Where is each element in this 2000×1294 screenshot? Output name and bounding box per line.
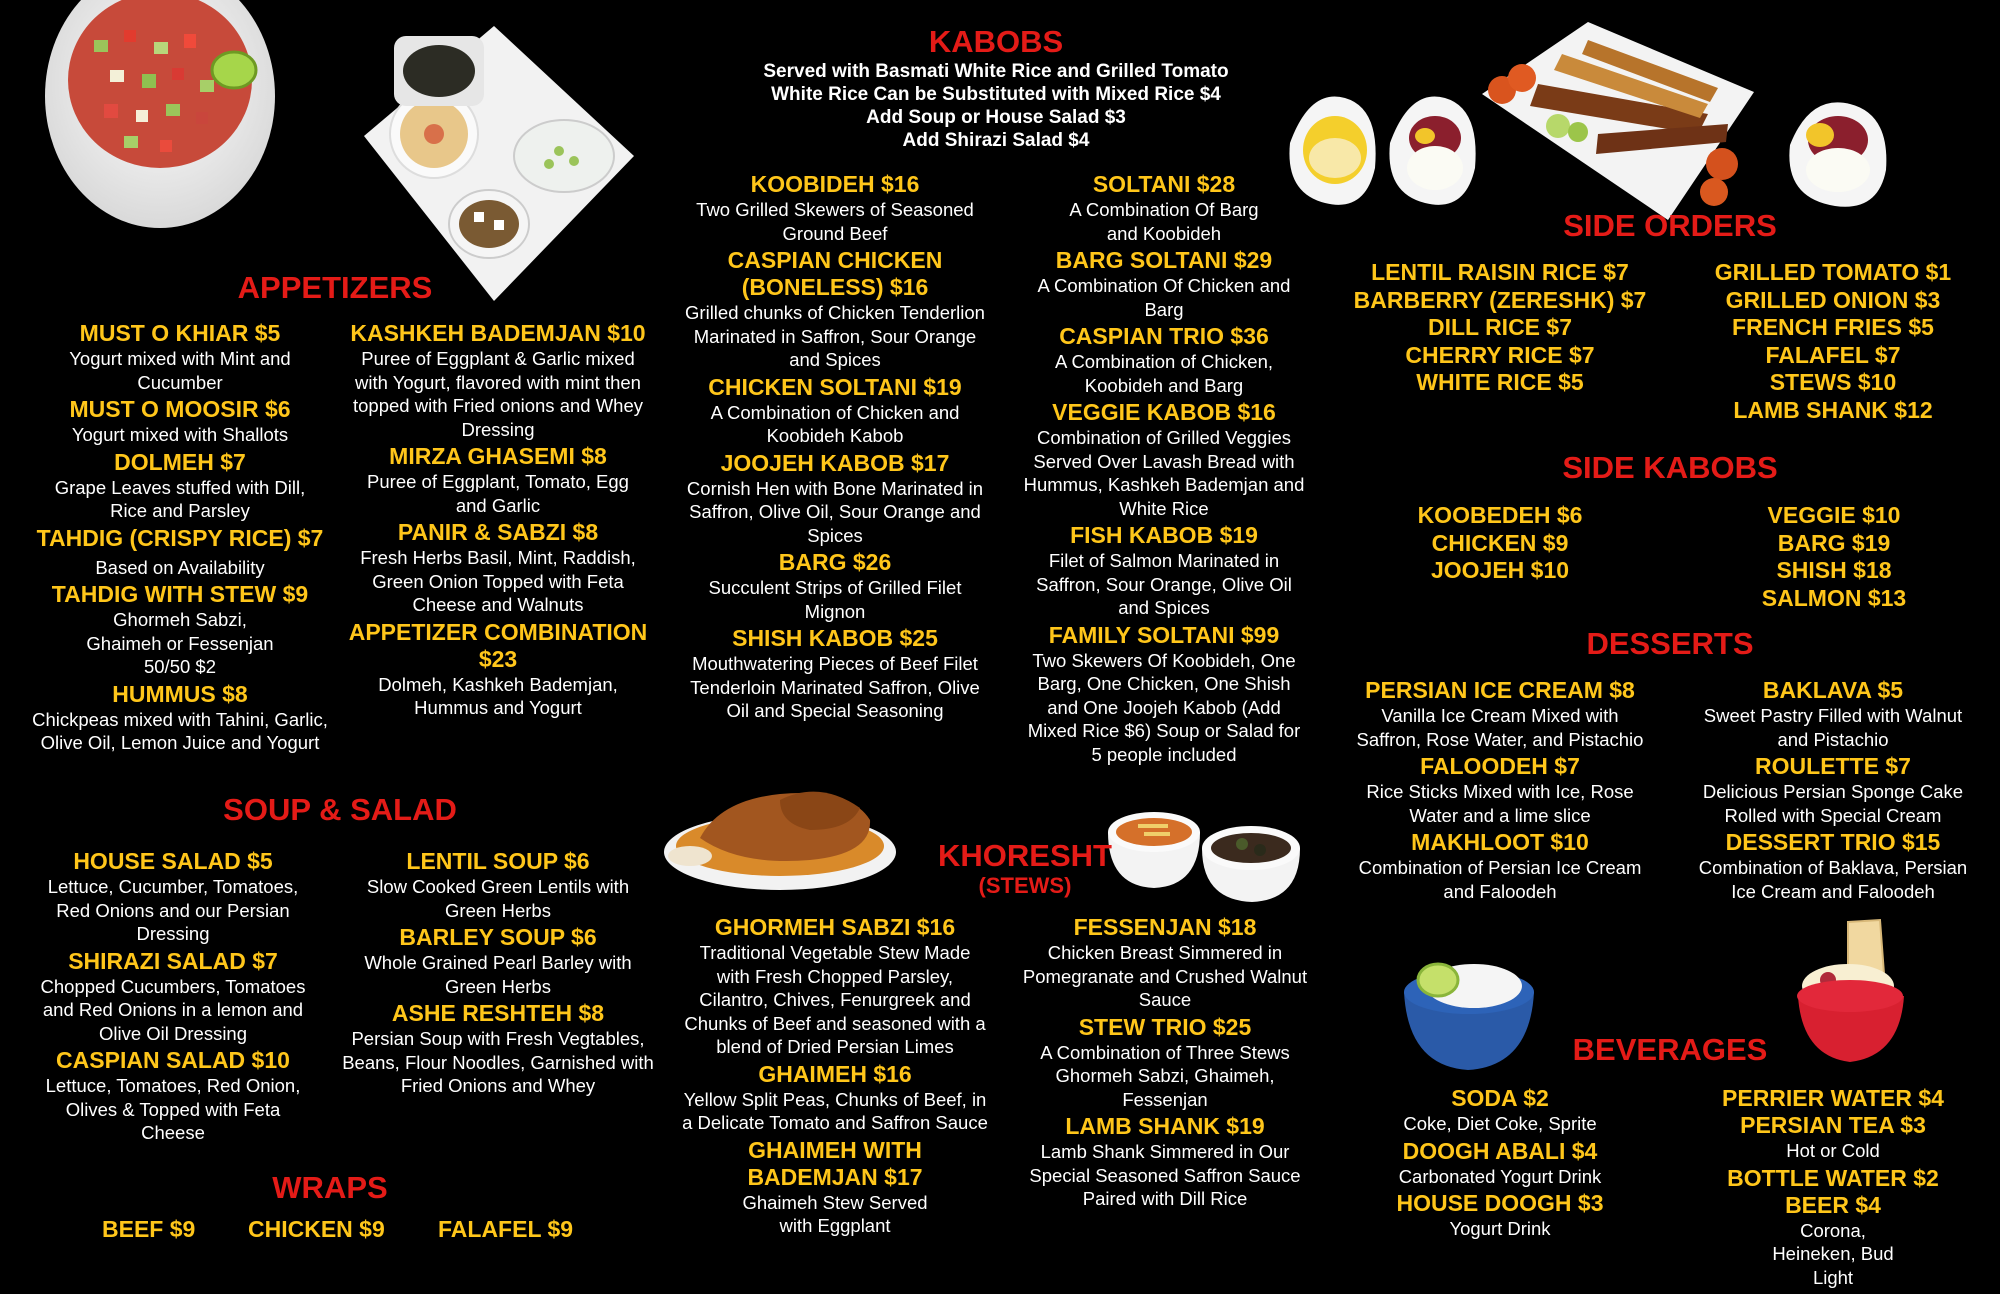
item-name: ROULETTE $7 — [1755, 753, 1911, 779]
kabobs-intro-2: White Rice Can be Substituted with Mixed Rice $4 — [771, 84, 1221, 105]
item-name: PERRIER WATER $4 — [1722, 1085, 1944, 1111]
item-name: DOOGH ABALI $4 — [1402, 1137, 1598, 1164]
side-order-item: BARBERRY (ZERESHK) $7 — [1353, 286, 1647, 313]
menu-item — [682, 450, 988, 548]
item-description: Lettuce, Cucumber, Tomatoes, Red Onions and our Persian Dressing — [47, 876, 299, 944]
side-kabobs-heading: SIDE KABOBS — [1562, 450, 1778, 485]
side-order-item: WHITE RICE $5 — [1416, 369, 1584, 395]
rice-bowls-photo — [1280, 78, 1490, 220]
shirazi-salad-photo — [44, 0, 276, 232]
menu-item — [28, 1047, 318, 1145]
item-name: DOLMEH $7 — [114, 448, 246, 475]
menu-item — [1690, 753, 1976, 827]
item-description: Whole Grained Pearl Barley with Green Herbs — [364, 952, 632, 997]
item-name: FESSENJAN $18 — [1073, 914, 1257, 940]
faloodeh-photo — [1398, 946, 1540, 1074]
wrap-item-beef: BEEF $9 — [102, 1216, 196, 1242]
side-orders-right-column — [1690, 259, 1976, 424]
side-order-item: STEWS $10 — [1769, 369, 1897, 395]
item-name: STEW TRIO $25 — [1078, 1013, 1252, 1040]
item-name: PERSIAN TEA $3 — [1740, 1112, 1926, 1138]
item-description: Chopped Cucumbers, Tomatoes and Red Onions in a lemon and Olive Oil Dressing — [40, 975, 306, 1044]
item-description: Delicious Persian Sponge Cake Rolled with Special Cream — [1702, 781, 1964, 826]
menu-item — [1018, 622, 1310, 767]
menu-item — [30, 525, 330, 580]
item-name: APPETIZER COMBINATION $23 — [348, 618, 648, 672]
lamb-shank-photo — [660, 760, 898, 894]
menu-item — [1340, 1190, 1660, 1241]
item-name: LAMB SHANK $19 — [1065, 1113, 1265, 1139]
item-name: BAKLAVA $5 — [1762, 677, 1904, 703]
item-description: Combination of Grilled Veggies Served Over Lavash Bread with Hummus, Kashkeh Bademjan and White Rice — [1023, 427, 1305, 519]
side-kabobs-section — [1520, 450, 1820, 486]
side-order-item: FALAFEL $7 — [1765, 341, 1901, 368]
item-description: Grilled chunks of Chicken Tenderlion Marinated in Saffron, Sour Orange and Spices — [685, 302, 985, 370]
item-description: Traditional Vegetable Stew Made with Fresh Chopped Parsley, Cilantro, Chives, Fenurgreek and Chunks of Beef and seasoned with a blend of Dried Persian Limes — [684, 942, 986, 1057]
menu-item — [1690, 1165, 1976, 1192]
item-description: Two Skewers Of Koobideh, One Barg, One Chicken, One Shish and One Joojeh Kabob (Add Mixed Rice $6) Soup or Salad for 5 people included — [1027, 649, 1301, 765]
menu-item — [30, 581, 330, 679]
menu-item — [30, 396, 330, 447]
appetizers-right-column — [342, 320, 654, 722]
menu-item — [682, 549, 988, 623]
desserts-section — [1520, 626, 1820, 662]
side-order-item: LENTIL RAISIN RICE $7 — [1371, 259, 1629, 285]
item-description: Ghormeh Sabzi, Ghaimeh or Fessenjan 50/50 $2 — [86, 609, 274, 677]
menu-item — [1340, 753, 1660, 827]
menu-item — [1340, 1085, 1660, 1136]
kabobs-left-column — [682, 171, 988, 725]
side-kabobs-left-column — [1360, 502, 1640, 585]
side-kabobs-right-column — [1696, 502, 1972, 612]
item-description: Puree of Eggplant, Tomato, Egg and Garlic — [367, 471, 629, 516]
item-description: Sweet Pastry Filled with Walnut and Pistachio — [1703, 705, 1963, 750]
menu-item — [682, 1137, 988, 1238]
kabobs-section — [690, 24, 1302, 152]
item-description: Puree of Eggplant & Garlic mixed with Yogurt, flavored with mint then topped with Fried onions and Whey Dressing — [352, 348, 643, 440]
beverages-right-column — [1690, 1085, 1976, 1291]
desserts-heading: DESSERTS — [1586, 626, 1754, 661]
appetizers-heading: APPETIZERS — [237, 270, 433, 305]
menu-item — [682, 1061, 988, 1135]
item-description: Corona, Heineken, Bud Light — [1772, 1219, 1894, 1288]
side-kabob-item: SHISH $18 — [1776, 557, 1892, 583]
item-name: BARG SOLTANI $29 — [1055, 247, 1273, 273]
kabobs-right-column — [1018, 171, 1310, 768]
item-description: Rice Sticks Mixed with Ice, Rose Water and a lime slice — [1366, 781, 1634, 826]
menu-item — [28, 948, 318, 1046]
item-description: Fresh Herbs Basil, Mint, Raddish, Green Onion Topped with Feta Cheese and Walnuts — [360, 547, 636, 615]
item-name: SOLTANI $28 — [1092, 171, 1236, 197]
item-name: HOUSE SALAD $5 — [73, 848, 273, 874]
item-description: Mouthwatering Pieces of Beef Filet Tenderloin Marinated Saffron, Olive Oil and Special Seasoning — [690, 653, 980, 721]
menu-item — [1018, 522, 1310, 620]
item-name: DESSERT TRIO $15 — [1725, 829, 1941, 855]
item-name: JOOJEH KABOB $17 — [720, 449, 950, 476]
beverages-heading: BEVERAGES — [1572, 1032, 1768, 1067]
item-description: Lettuce, Tomatoes, Red Onion, Olives & Topped with Feta Cheese — [45, 1075, 301, 1143]
beverages-left-column — [1340, 1085, 1660, 1243]
item-description: A Combination Of Barg and Koobideh — [1069, 199, 1259, 244]
side-kabob-item: SALMON $13 — [1761, 584, 1907, 611]
side-kabob-item: BARG $19 — [1777, 529, 1891, 556]
item-name: PANIR & SABZI $8 — [397, 519, 599, 545]
kabobs-intro-4: Add Shirazi Salad $4 — [902, 130, 1090, 151]
side-orders-heading: SIDE ORDERS — [1563, 208, 1777, 243]
side-kabob-item: KOOBEDEH $6 — [1417, 502, 1583, 528]
item-name: MIRZA GHASEMI $8 — [389, 443, 607, 469]
item-name: ASHE RESHTEH $8 — [391, 1000, 605, 1026]
menu-item — [1012, 914, 1318, 1012]
menu-item — [682, 374, 988, 448]
item-name: MAKHLOOT $10 — [1411, 829, 1589, 855]
item-description: Chickpeas mixed with Tahini, Garlic, Olive Oil, Lemon Juice and Yogurt — [32, 708, 328, 753]
soup-salad-section — [180, 792, 500, 828]
menu-item — [1340, 1138, 1660, 1189]
side-order-item: GRILLED ONION $3 — [1725, 286, 1941, 313]
menu-item — [682, 625, 988, 723]
menu-item — [1690, 1192, 1976, 1290]
item-name: KASHKEH BADEMJAN $10 — [350, 320, 646, 346]
menu-item — [342, 519, 654, 617]
item-description: Vanilla Ice Cream Mixed with Saffron, Rose Water, and Pistachio — [1356, 705, 1644, 750]
item-description: Combination of Baklava, Persian Ice Cream and Faloodeh — [1698, 857, 1968, 902]
item-name: PERSIAN ICE CREAM $8 — [1365, 677, 1635, 703]
item-name: HUMMUS $8 — [112, 680, 248, 707]
item-name: GHORMEH SABZI $16 — [714, 914, 956, 940]
item-name: BARLEY SOUP $6 — [399, 924, 597, 950]
menu-item — [682, 171, 988, 245]
item-name: CASPIAN CHICKEN (BONELESS) $16 — [727, 247, 943, 300]
menu-item — [30, 681, 330, 755]
item-description: A Combination of Three Stews Ghormeh Sabzi, Ghaimeh, Fessenjan — [1040, 1041, 1290, 1110]
kabobs-intro-3: Add Soup or House Salad $3 — [866, 107, 1126, 128]
item-description: Lamb Shank Simmered in Our Special Seasoned Saffron Sauce Paired with Dill Rice — [1029, 1141, 1301, 1209]
item-description: Slow Cooked Green Lentils with Green Herbs — [366, 876, 630, 921]
item-name: LENTIL SOUP $6 — [406, 848, 590, 874]
item-description: Dolmeh, Kashkeh Bademjan, Hummus and Yogurt — [378, 673, 618, 718]
item-description: Coke, Diet Coke, Sprite — [1403, 1113, 1597, 1134]
side-kabob-item: VEGGIE $10 — [1767, 502, 1901, 528]
kabobs-heading: KABOBS — [928, 24, 1064, 59]
menu-item — [28, 848, 318, 946]
khoresht-subheading: (STEWS) — [978, 873, 1072, 898]
item-name: SODA $2 — [1451, 1085, 1549, 1111]
item-description: Ghaimeh Stew Served with Eggplant — [742, 1191, 928, 1236]
item-description: Chicken Breast Simmered in Pomegranate and Crushed Walnut Sauce — [1022, 942, 1308, 1010]
item-description: Yogurt mixed with Shallots — [71, 424, 289, 445]
menu-item — [1012, 1014, 1318, 1112]
item-name: CHICKEN SOLTANI $19 — [708, 373, 962, 400]
menu-item — [1018, 171, 1310, 245]
item-name: GHAIMEH $16 — [758, 1060, 912, 1087]
menu-item — [342, 443, 654, 517]
item-description: Combination of Persian Ice Cream and Faloodeh — [1358, 857, 1642, 902]
khoresht-section — [890, 838, 1160, 898]
menu-item — [342, 848, 654, 922]
menu-item — [1690, 1112, 1976, 1163]
item-description: Succulent Strips of Grilled Filet Mignon — [708, 577, 962, 622]
beverages-section — [1520, 1032, 1820, 1068]
wrap-item-falafel: FALAFEL $9 — [438, 1216, 574, 1242]
menu-item — [1690, 829, 1976, 903]
item-name: HOUSE DOOGH $3 — [1396, 1190, 1604, 1216]
item-name: TAHDIG WITH STEW $9 — [51, 581, 309, 607]
item-description: Yogurt mixed with Mint and Cucumber — [69, 348, 291, 393]
item-description: Based on Availability — [95, 556, 265, 578]
menu-item — [342, 320, 654, 441]
side-order-item: LAMB SHANK $12 — [1733, 396, 1933, 423]
wrap-item-chicken: CHICKEN $9 — [248, 1216, 385, 1242]
wraps-section — [230, 1170, 430, 1206]
item-description: A Combination of Chicken, Koobideh and Barg — [1054, 351, 1273, 396]
item-name: TAHDIG (CRISPY RICE) $7 — [36, 524, 324, 551]
item-name: MUST O MOOSIR $6 — [69, 396, 291, 422]
menu-item — [1012, 1113, 1318, 1211]
rice-bowl-right-photo — [1780, 90, 1898, 216]
soup-salad-right-column — [342, 848, 654, 1100]
item-description: Persian Soup with Fresh Vegtables, Beans, Flour Noodles, Garnished with Fried Onions and Whey — [342, 1028, 654, 1096]
menu-item — [1690, 677, 1976, 751]
item-name: SHISH KABOB $25 — [732, 625, 938, 651]
menu-item — [342, 619, 654, 720]
khoresht-right-column — [1012, 914, 1318, 1213]
item-description: Grape Leaves stuffed with Dill, Rice and Parsley — [54, 476, 306, 521]
side-order-item: FRENCH FRIES $5 — [1732, 314, 1934, 340]
side-order-item: DILL RICE $7 — [1428, 314, 1572, 340]
item-description: Two Grilled Skewers of Seasoned Ground Beef — [696, 199, 974, 244]
item-name: FAMILY SOLTANI $99 — [1048, 621, 1280, 648]
item-description: Yellow Split Peas, Chunks of Beef, in a Delicate Tomato and Saffron Sauce — [682, 1088, 988, 1133]
item-name: BOTTLE WATER $2 — [1727, 1164, 1939, 1191]
menu-item — [1018, 247, 1310, 321]
item-name: FISH KABOB $19 — [1070, 522, 1258, 548]
desserts-right-column — [1690, 677, 1976, 905]
side-kabob-item: JOOJEH $10 — [1430, 557, 1570, 583]
item-name: CASPIAN TRIO $36 — [1059, 323, 1269, 349]
menu-item — [1018, 399, 1310, 520]
menu-item — [682, 914, 988, 1059]
item-name: GHAIMEH WITH BADEMJAN $17 — [747, 1136, 923, 1190]
appetizer-platter-photo — [334, 16, 638, 306]
item-description: Hot or Cold — [1786, 1140, 1880, 1161]
menu-item — [342, 924, 654, 998]
item-description: Yogurt Drink — [1449, 1218, 1551, 1239]
side-order-item: CHERRY RICE $7 — [1405, 341, 1595, 368]
item-name: MUST O KHIAR $5 — [79, 320, 281, 346]
menu-item — [1340, 677, 1660, 751]
menu-item — [1018, 323, 1310, 397]
item-name: SHIRAZI SALAD $7 — [68, 947, 278, 974]
item-name: FALOODEH $7 — [1420, 753, 1580, 779]
soup-salad-left-column — [28, 848, 318, 1147]
khoresht-left-column — [682, 914, 988, 1240]
kabob-platter-photo — [1478, 14, 1756, 224]
item-description: Cornish Hen with Bone Marinated in Saffron, Olive Oil, Sour Orange and Spices — [686, 477, 984, 546]
item-name: BEER $4 — [1785, 1191, 1881, 1218]
kabobs-intro-1: Served with Basmati White Rice and Grilled Tomato — [763, 61, 1229, 82]
item-description: A Combination of Chicken and Koobideh Kabob — [710, 401, 960, 446]
side-orders-section — [1520, 208, 1820, 244]
item-name: KOOBIDEH $16 — [750, 171, 920, 197]
khoresht-heading: KHORESHT — [938, 838, 1112, 873]
item-name: VEGGIE KABOB $16 — [1052, 399, 1276, 425]
side-orders-left-column — [1340, 259, 1660, 397]
menu-item — [1340, 829, 1660, 903]
soup-salad-heading: SOUP & SALAD — [223, 792, 457, 827]
menu-item — [1690, 1085, 1976, 1112]
wraps-heading: WRAPS — [272, 1170, 388, 1205]
item-description: Filet of Salmon Marinated in Saffron, Sour Orange, Olive Oil and Spices — [1036, 550, 1292, 618]
item-name: CASPIAN SALAD $10 — [56, 1047, 290, 1073]
menu-item — [342, 1000, 654, 1098]
menu-item — [682, 247, 988, 372]
side-kabob-item: CHICKEN $9 — [1431, 529, 1569, 556]
item-name: BARG $26 — [778, 549, 892, 575]
item-description: A Combination Of Chicken and Barg — [1037, 275, 1291, 320]
appetizers-left-column — [30, 320, 330, 757]
side-order-item: GRILLED TOMATO $1 — [1714, 259, 1952, 285]
appetizers-section — [200, 270, 470, 306]
item-description: Carbonated Yogurt Drink — [1398, 1165, 1602, 1187]
menu-item — [30, 449, 330, 523]
menu-item — [30, 320, 330, 394]
desserts-left-column — [1340, 677, 1660, 905]
